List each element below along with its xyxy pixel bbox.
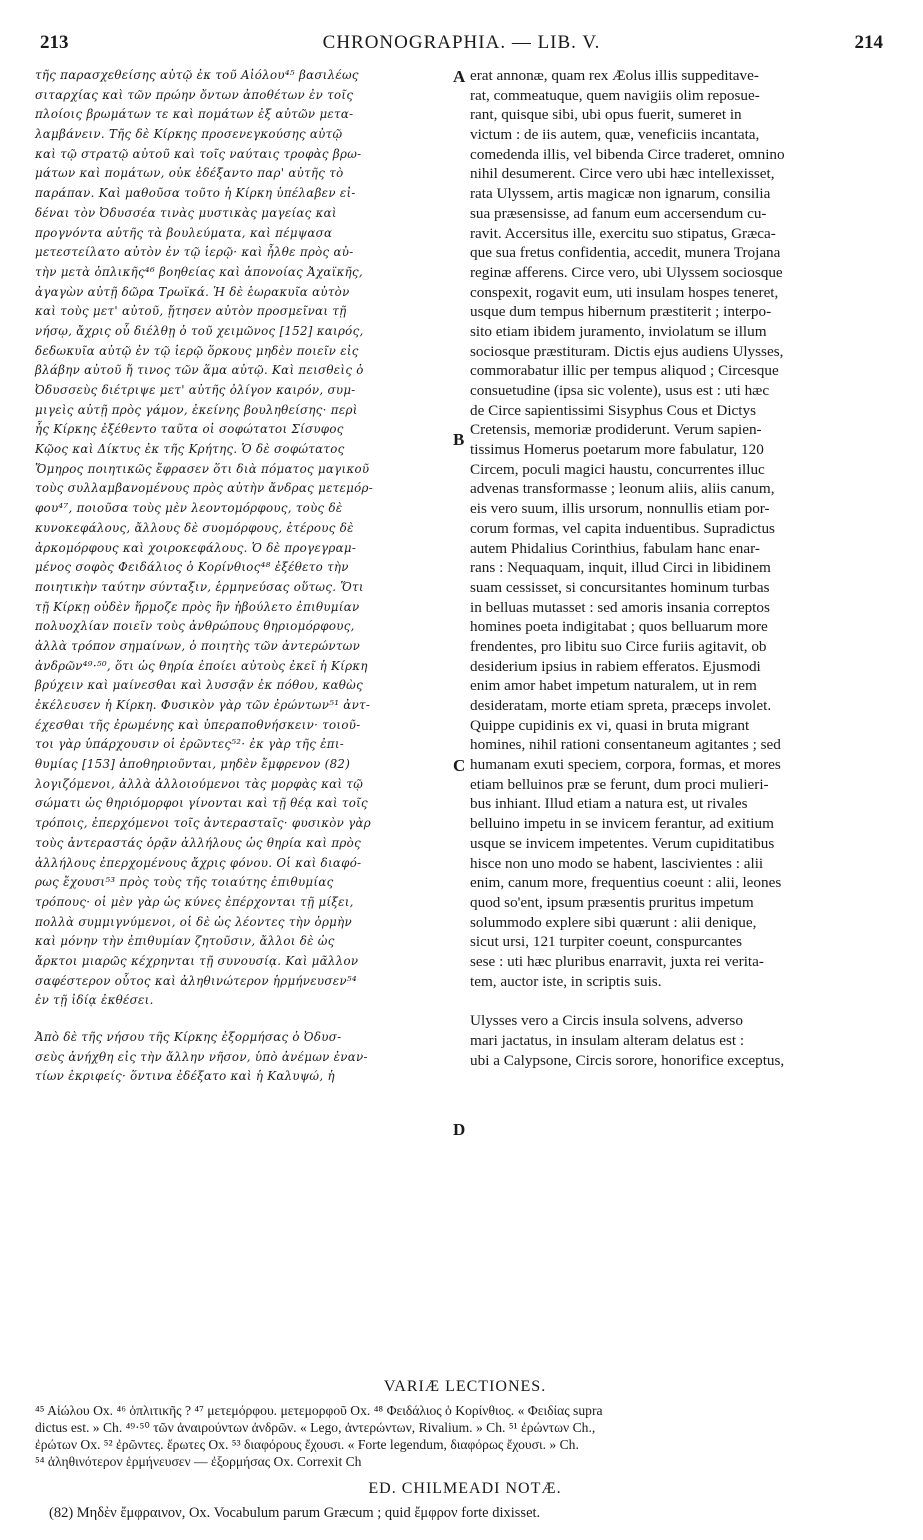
greek-text-line: Ὅμηρος ποιητικῶς ἔφρασεν ὅτι διὰ πόματος μαγικοῦ bbox=[35, 461, 370, 476]
greek-text-line: τοὺς συλλαμβανομένους πρὸς αὐτὴν ἄνδρας μετεμόρ- bbox=[35, 481, 374, 496]
greek-text-line: ἐν τῇ ἰδίᾳ ἐκθέσει. bbox=[35, 993, 154, 1008]
latin-text-line: usque se invicem impetentes. Verum cupiditatibus bbox=[470, 834, 775, 852]
section-marker-c: C bbox=[453, 756, 466, 775]
greek-text-line: παράπαν. Καὶ μαθοῦσα τοῦτο ἡ Κίρκη ὑπέλαβεν εἰ- bbox=[35, 186, 356, 201]
latin-text-line: solummodo explere sibi quærunt : alii denique, bbox=[470, 913, 757, 931]
greek-text-line: φου⁴⁷, ποιοῦσα τοὺς μὲν λεοντομόρφους, τοὺς δὲ bbox=[35, 501, 343, 516]
greek-text-line: ἧς Κίρκης ἐξέθεντο ταῦτα οἱ σοφώτατοι Σίσυφος bbox=[35, 422, 344, 437]
notes-lines bbox=[35, 1504, 895, 1522]
latin-text-line: rant, quisque sibi, ubi opus fuerit, sumeret in bbox=[470, 106, 742, 124]
latin-text-line: comedenda illis, vel bibenda Circe traderet, omnino bbox=[470, 145, 785, 163]
latin-text-line: etiam belluinos præ se ferunt, dum proci mulieri- bbox=[470, 775, 769, 793]
latin-text-line: desiderium ipsius in rabiem efferatos. Ejusmodi bbox=[470, 657, 761, 675]
greek-text-line: ἄρκτοι μιαρῶς κέχρηνται τῇ συνουσίᾳ. Καὶ μᾶλλον bbox=[35, 953, 359, 968]
latin-text-line: commorabatur illic per tempus aliquod ; Circesque bbox=[470, 362, 779, 380]
variant-reading-line: dictus est. » Ch. ⁴⁹·⁵⁰ τῶν ἀναιρούντων ἀνδρῶν. « Lego, ἀντερώντων, Rivalium. » Ch. ⁵¹ ἐρώντων Ch., bbox=[35, 1420, 596, 1435]
greek-text-line: καὶ μόνην τὴν ἐπιθυμίαν ζητοῦσιν, ἄλλοι δὲ ὡς bbox=[35, 934, 335, 949]
variae-lectiones-lines bbox=[35, 1402, 895, 1470]
greek-text-line: πολλὰ συμμιγνύμενοι, οἱ δὲ ὡς λέοντες τὴν ὁρμὴν bbox=[35, 914, 352, 929]
greek-text-line: θυμίας [153] ἀποθηριοῦνται, μηδὲν ἔμφρενον (82) bbox=[35, 757, 351, 772]
latin-text-line: homines poeta indigitabat ; quos belluarum more bbox=[470, 618, 768, 636]
greek-text-line: σαφέστερον οὗτος καὶ ἀληθινώτερον ἡρμήνευσεν⁵⁴ bbox=[35, 973, 357, 988]
greek-text-line: μιγεὶς αὐτῇ πρὸς γάμον, ἐκείνης βουληθείσης· περὶ bbox=[35, 402, 358, 417]
greek-text-line: ποιητικὴν ταύτην σύνταξιν, ἑρμηνεύσας οὕτως. Ὅτι bbox=[35, 579, 364, 594]
latin-text-line: rans : Nequaquam, inquit, illud Circi in libidinem bbox=[470, 559, 771, 577]
section-marker-d: D bbox=[453, 1120, 466, 1139]
latin-text-line: sociosque præstituram. Dictis ejus audiens Ulysses, bbox=[470, 342, 784, 360]
section-marker-a: A bbox=[453, 67, 466, 86]
greek-text-line: τὴν μετὰ ὁπλικῆς⁴⁶ βοηθείας καὶ ἀπονοίας Ἀχαϊκῆς, bbox=[35, 264, 363, 279]
latin-text-line: humanam exuti speciem, corpora, formas, et mores bbox=[470, 756, 781, 774]
greek-text-line: τοὺς ἀντεραστάς ὁρᾷν ἀλλήλους ὡς θηρία καὶ πρὸς bbox=[35, 835, 361, 850]
variant-reading-line: ἐρώτων Ox. ⁵² ἐρῶντες. ἔρωτες Ox. ⁵³ διαφόρους ἔχουσι. « Forte legendum, διαφόρως ἔχουσι. » Ch. bbox=[35, 1437, 579, 1452]
latin-text-line: rata Ulyssem, artis magicæ non ignarum, consilia bbox=[470, 185, 771, 203]
latin-text-line: conspexit, rogavit eum, uti insulam hospes teneret, bbox=[470, 283, 779, 301]
greek-text-line: καὶ τῷ στρατῷ αὐτοῦ καὶ τοῖς ναύταις τροφὰς βρω- bbox=[35, 146, 362, 161]
greek-text-line: βρύχειν καὶ μαίνεσθαι καὶ λυσσᾷν ἐκ πόθου, καθὼς bbox=[35, 678, 363, 693]
greek-text-line: πλοίοις βρωμάτων τε καὶ πομάτων ἐξ αὐτῶν μετα- bbox=[35, 107, 354, 122]
latin-text-line: nihil desumerent. Circe vero ubi hæc intellexisset, bbox=[470, 165, 775, 183]
greek-text-line: σεὺς ἀνήχθη εἰς τὴν ἄλλην νῆσον, ὑπὸ ἀνέμων ἐναν- bbox=[35, 1049, 368, 1064]
running-head bbox=[30, 28, 893, 58]
greek-text-line: τοι γὰρ ὑπάρχουσιν οἱ ἐρῶντες⁵²· ἐκ γὰρ τῆς ἐπι- bbox=[35, 737, 345, 752]
greek-text-line: τρόπους· οἱ μὲν γὰρ ὡς κύνες ἐπέρχονται τῇ μίξει, bbox=[35, 894, 354, 909]
latin-column bbox=[470, 66, 890, 1070]
greek-text-line: βλάβην αὐτοῦ ἤ τινος τῶν ἅμα αὐτῷ. Καὶ πεισθεὶς ὁ bbox=[35, 363, 364, 378]
greek-text-line: τῇ Κίρκῃ οὐδὲν ἥρμοζε πρὸς ἣν ἠβούλετο ἐπιθυμίαν bbox=[35, 599, 360, 614]
latin-text-line: ubi a Calypsone, Circis sorore, honorifice exceptus, bbox=[470, 1051, 785, 1069]
latin-text-line: homines, nihil rationi consentaneum agitantes ; sed bbox=[470, 736, 781, 754]
greek-text-line: προγνόντα αὐτῆς τὰ βουλεύματα, καὶ πέμψασα bbox=[35, 225, 333, 240]
latin-text-line: bus inhiant. Illud etiam a natura est, ut rivales bbox=[470, 795, 748, 813]
latin-text-line: in belluas mutasset : sed amoris insania correptos bbox=[470, 598, 770, 616]
greek-text-line: ἀλλήλους ἐπερχομένους ἄχρις φόνου. Οἱ καὶ διαφό- bbox=[35, 855, 362, 870]
greek-column bbox=[35, 66, 447, 1087]
latin-text-line: quod so'ent, ipsum præsentis pruritus impetum bbox=[470, 893, 754, 911]
latin-text-line: hisce non uno modo se habent, lascivientes : alii bbox=[470, 854, 764, 872]
latin-text-line: erat annonæ, quam rex Æolus illis suppeditave- bbox=[470, 67, 759, 84]
greek-text-line: πολυοχλίαν ποιεῖν τοὺς ἀνθρώπους θηριομόρφους, bbox=[35, 619, 355, 634]
latin-text-line: ravit. Accersitus ille, exercitu suo stipatus, Græca- bbox=[470, 224, 776, 242]
latin-text-line: usque dum tempus hibernum præstiterit ; interpo- bbox=[470, 303, 772, 321]
latin-text-line: enim, canum more, frequentius coeunt : alii, leones bbox=[470, 874, 782, 892]
latin-text-line: reginæ afferens. Circe vero, ubi Ulyssem sociosque bbox=[470, 263, 783, 281]
greek-text-line: μάτων καὶ πομάτων, οὐκ ἐδέξαντο παρ' αὐτῆς τὸ bbox=[35, 166, 344, 181]
page-number-right: 214 bbox=[854, 32, 883, 53]
greek-text-line: μετεστείλατο αὐτὸν ἐν τῷ ἱερῷ· καὶ ἦλθε πρὸς αὐ- bbox=[35, 245, 354, 260]
greek-text-line: λογιζόμενοι, ἀλλὰ ἀλλοιούμενοι τὰς μορφὰς καὶ τῷ bbox=[35, 776, 364, 791]
greek-text-line: ἀνδρῶν⁴⁹·⁵⁰, ὅτι ὡς θηρία ἐποίει αὐτοὺς ἐκεῖ ἡ Κίρκη bbox=[35, 658, 368, 673]
latin-text-line: que sua fretus confidentia, accedit, munera Trojana bbox=[470, 244, 781, 262]
latin-text-line: Cretensis, memoriæ prodiderunt. Verum sapien- bbox=[470, 421, 762, 439]
greek-text-line: τρόποις, ἐπερχόμενοι τοῖς ἀντερασταῖς· φυσικὸν γὰρ bbox=[35, 816, 372, 831]
greek-text-line: ἀλλὰ τρόπον σημαίνων, ὁ ποιητὴς τῶν ἀντερώντων bbox=[35, 638, 361, 653]
greek-text-line: καὶ τοὺς μετ' αὐτοῦ, ᾔτησεν αὐτὸν προσμεῖναι τῇ bbox=[35, 304, 347, 319]
notes-heading: ED. CHILMEADI NOTÆ. bbox=[368, 1480, 562, 1497]
editor-note-line: (82) Μηδὲν ἔμφραινον, Ox. Vocabulum parum Græcum ; quid ἔμφρον forte dixisset. bbox=[49, 1505, 541, 1521]
variant-reading-line: ⁵⁴ ἀληθινότερον ἑρμήνευσεν — ἐξορμήσας Ox. Correxit Ch bbox=[35, 1454, 362, 1469]
greek-text-line: Ὀδυσσεὺς διέτριψε μετ' αὐτῆς ὀλίγον καιρόν, συμ- bbox=[35, 383, 356, 397]
paragraph-gap bbox=[470, 991, 890, 1011]
latin-text-line: tissimus Homerus poetarum more fabulatur, 120 bbox=[470, 441, 764, 459]
latin-text-line: corum formas, vel capita induentibus. Supradictus bbox=[470, 519, 775, 537]
greek-text-line: τῆς παρασχεθείσης αὐτῷ ἐκ τοῦ Αἰόλου⁴⁵ βασιλέως bbox=[35, 68, 359, 82]
latin-text-line: autem Phidalius Corinthius, fabulam hanc enar- bbox=[470, 539, 760, 557]
latin-text-line: victum : de iis autem, quæ, veneficiis incantata, bbox=[470, 126, 760, 144]
greek-text-line: δέναι τὸν Ὀδυσσέα τινὰς μυστικὰς μαγείας καὶ bbox=[35, 205, 337, 220]
greek-text-line: νήσῳ, ἄχρις οὗ διέλθῃ ὁ τοῦ χειμῶνος [152] καιρός, bbox=[35, 323, 364, 338]
latin-text-line: tem, auctor iste, in scriptis suis. bbox=[470, 972, 662, 990]
latin-text-line: Quippe cupidinis ex vi, quasi in bruta migrant bbox=[470, 716, 750, 734]
latin-text-line: sicut ursi, 121 turpiter coeunt, conspurcantes bbox=[470, 933, 743, 951]
latin-text-line: mari jactatus, in insulam alteram delatus est : bbox=[470, 1032, 745, 1049]
greek-text-line: σιταρχίας καὶ τῶν πρώην ὄντων ἀποθέτων ἐν τοῖς bbox=[35, 87, 354, 102]
paragraph-gap bbox=[35, 1011, 447, 1028]
greek-text-line: κυνοκεφάλους, ἄλλους δὲ συομόρφους, ἑτέρους δὲ bbox=[35, 520, 354, 535]
greek-text-line: ἀρκομόρφους καὶ χοιροκεφάλους. Ὁ δὲ προγεγραμ- bbox=[35, 540, 357, 555]
variant-reading-line: ⁴⁵ Αἰώλου Ox. ⁴⁶ ὁπλιτικῆς ? ⁴⁷ μετεμόρφου. μετεμορφοῦ Ox. ⁴⁸ Φειδάλιος ὁ Κορίνθιος. « Φειδίας supra bbox=[35, 1403, 603, 1418]
greek-text-line: δεδωκυῖα αὐτῷ ἐν τῷ ἱερῷ ὅρκους μηδὲν ποιεῖν εἰς bbox=[35, 343, 359, 358]
latin-text-line: Ulysses vero a Circis insula solvens, adverso bbox=[470, 1012, 743, 1030]
greek-text-line: Ἀπὸ δὲ τῆς νήσου τῆς Κίρκης ἐξορμήσας ὁ Ὀδυσ- bbox=[35, 1030, 342, 1044]
greek-text-line: έχεσθαι τῆς ἐρωμένης καὶ ὑπεραποθνήσκειν· τοιοῦ- bbox=[35, 717, 361, 732]
latin-text-line: sua præsensisse, ad fanum eum accersendum cu- bbox=[470, 204, 767, 222]
latin-text-line: belluino impetu in se invicem ferantur, ad exitium bbox=[470, 815, 774, 833]
greek-text-line: ἀγαγὼν αὐτῇ δῶρα Τρωϊκά. Ἡ δὲ ἑωρακυῖα αὐτὸν bbox=[35, 284, 350, 299]
latin-text-line: eis vero suum, illis ursorum, nonnullis etiam por- bbox=[470, 500, 770, 518]
latin-text-line: sese : uti hæc pluribus enarravit, juxta rei verita- bbox=[470, 952, 764, 970]
page-number-left: 213 bbox=[40, 32, 69, 53]
greek-text-line: μένος σοφὸς Φειδάλιος ὁ Κορίνθιος⁴⁸ ἐξέθετο τὴν bbox=[35, 560, 349, 575]
greek-text-line: ρως ἔχουσι⁵³ πρὸς τοὺς τῆς τοιαύτης ἐπιθυμίας bbox=[35, 875, 334, 890]
latin-text-line: desideratam, morte etiam spreta, præceps involet. bbox=[470, 697, 772, 714]
latin-text-line: consuetudine (ipsa sic volente), usus est : uti hæc bbox=[470, 382, 770, 399]
latin-text-line: advenas transformasse ; leonum aliis, aliis canum, bbox=[470, 480, 775, 498]
greek-text-line: λαμβάνειν. Τῆς δὲ Κίρκης προσενεγκούσης αὐτῷ bbox=[35, 127, 343, 142]
running-title: CHRONOGRAPHIA. — LIB. V. bbox=[322, 32, 601, 53]
section-marker-b: B bbox=[453, 430, 465, 449]
greek-text-line: σώματι ὡς θηριόμορφοι γίνονται καὶ τῇ θέᾳ καὶ τοῖς bbox=[35, 796, 368, 811]
critical-apparatus bbox=[35, 1378, 895, 1522]
latin-text-line: suam cessisset, si concursitantes hominum turbas bbox=[470, 578, 770, 596]
greek-text-line: ἐκέλευσεν ἡ Κίρκη. Φυσικὸν γὰρ τῶν ἐρώντων⁵¹ ἀντ- bbox=[35, 698, 371, 712]
latin-text-line: rat, commeatuque, quem navigiis olim reposue- bbox=[470, 86, 760, 104]
latin-text-line: enim amor habet impetum naturalem, ut in rem bbox=[470, 677, 757, 695]
latin-text-line: frendentes, pro libitu suo Circe furiis agitavit, ob bbox=[470, 637, 767, 655]
greek-text-line: τίων ἐκριφείς· ὅντινα ἐδέξατο καὶ ἡ Καλυψώ, ἡ bbox=[35, 1069, 335, 1084]
variae-lectiones-heading: VARIÆ LECTIONES. bbox=[383, 1378, 547, 1395]
latin-text-line: Circem, poculi magici haustu, concurrentes illuc bbox=[470, 460, 765, 478]
latin-text-line: de Circe sapientissimi Sisyphus Cous et Dictys bbox=[470, 401, 757, 419]
greek-text-line: Κῷος καὶ Δίκτυς ἐκ τῆς Κρήτης. Ὁ δὲ σοφώτατος bbox=[35, 442, 345, 457]
latin-text-line: sito etiam ibidem juramento, inviolatum se illum bbox=[470, 322, 767, 340]
